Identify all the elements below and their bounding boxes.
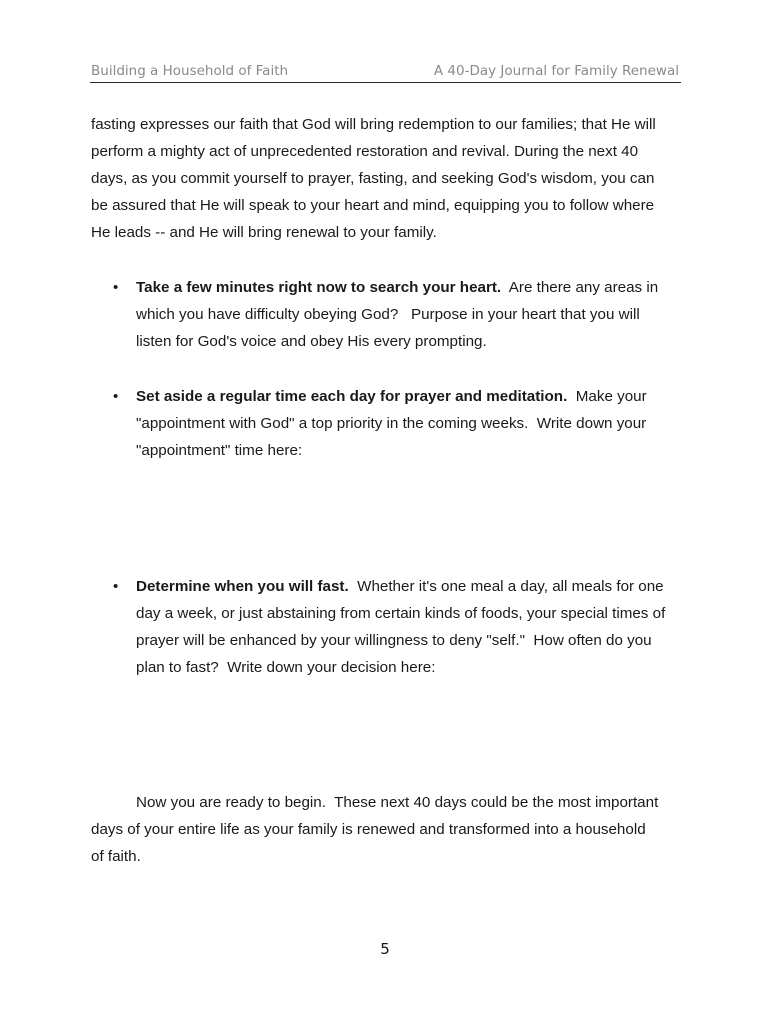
bullet-heading: Set aside a regular time each day for prayer and meditation. <box>136 388 568 405</box>
bullet-heading: Determine when you will fast. <box>136 578 349 595</box>
bullet-point-icon: • <box>113 578 119 595</box>
bullet-point-icon: • <box>113 388 119 405</box>
bullet-text-line: day a week, or just abstaining from certain kinds of foods, your special times of <box>136 605 666 622</box>
bullet-text-line: "appointment" time here: <box>136 442 303 459</box>
bullet-text-line: "appointment with God" a top priority in the coming weeks. Write down your <box>136 415 647 432</box>
bullet-item-fast <box>113 573 673 681</box>
intro-line: be assured that He will speak to your heart and mind, equipping you to follow where <box>91 197 655 214</box>
bullet-text: Make your <box>567 388 647 405</box>
intro-line: fasting expresses our faith that God will bring redemption to our families; that He will <box>91 116 656 133</box>
closing-line: of faith. <box>91 848 141 865</box>
closing-paragraph <box>91 789 691 870</box>
page-number: 5 <box>380 940 390 958</box>
header-subtitle: A 40-Day Journal for Family Renewal <box>433 63 679 79</box>
intro-line: days, as you commit yourself to prayer, fasting, and seeking God's wisdom, you can <box>91 170 655 187</box>
bullet-text-line: plan to fast? Write down your decision here: <box>136 659 436 676</box>
bullet-text-line: which you have difficulty obeying God? Purpose in your heart that you will <box>136 306 640 323</box>
bullet-text-line: listen for God's voice and obey His every prompting. <box>136 333 487 350</box>
closing-line: days of your entire life as your family is renewed and transformed into a household <box>91 821 646 838</box>
bullet-point-icon: • <box>113 279 119 296</box>
bullet-text: Whether it's one meal a day, all meals for one <box>348 578 664 595</box>
bullet-item-regular-time <box>113 383 673 464</box>
intro-line: perform a mighty act of unprecedented restoration and revival. During the next 40 <box>91 143 639 160</box>
intro-line: He leads -- and He will bring renewal to your family. <box>91 224 437 241</box>
bullet-text-line: prayer will be enhanced by your willingness to deny "self." How often do you <box>136 632 652 649</box>
closing-line: Now you are ready to begin. These next 40 days could be the most important <box>136 794 659 811</box>
intro-paragraph <box>91 111 691 246</box>
header-book-title: Building a Household of Faith <box>91 63 289 79</box>
bullet-item-search-heart <box>113 274 673 355</box>
bullet-heading: Take a few minutes right now to search your heart. <box>136 279 502 296</box>
bullet-text: Are there any areas in <box>501 279 659 296</box>
running-header <box>90 62 681 83</box>
